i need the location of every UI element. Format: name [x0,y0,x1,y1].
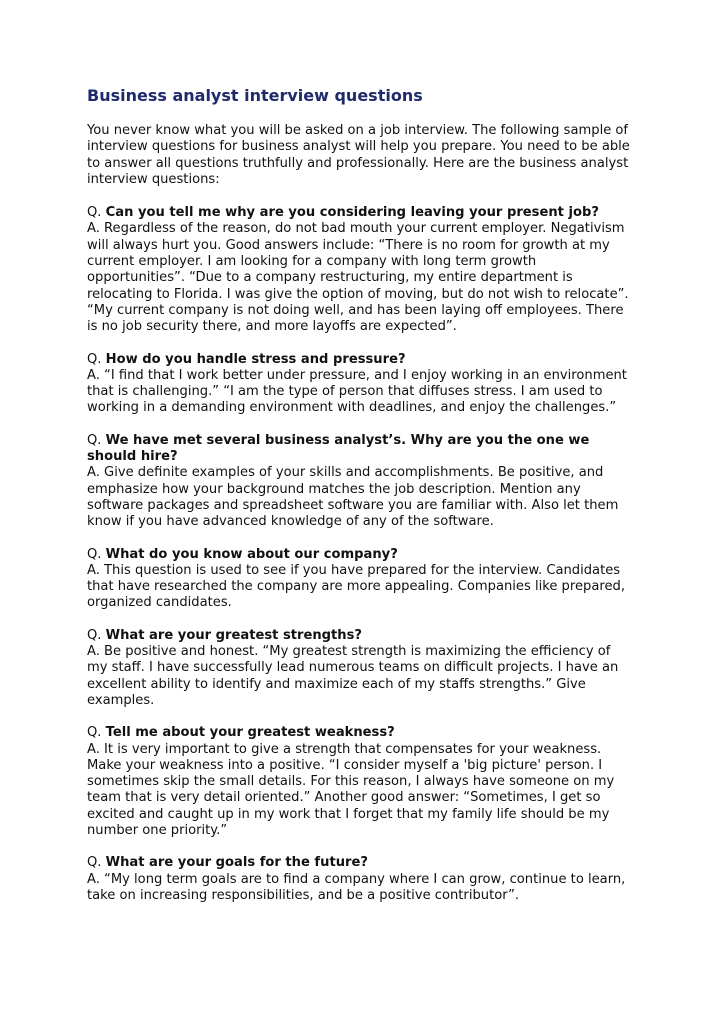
question-line [87,433,635,466]
question-prefix: Q. [87,205,106,221]
question-prefix: Q. [87,546,106,562]
question-prefix: Q. [87,855,106,871]
question-prefix: Q. [87,627,106,643]
question-text: What are your goals for the future? [105,855,368,871]
question-text: Tell me about your greatest weakness? [105,725,395,741]
answer-text: A. This question is used to see if you have prepared for the interview. Candidates that have researched the company are more appealing. Companies like prepared, organized candidates. [87,562,625,611]
answer-text: A. Regardless of the reason, do not bad mouth your current employer. Negativism will always hurt you. Good answers include: “There is no room for growth at my current employer. I am looking for a company with long term growth opportunities”. “Due to a company restructuring, my entire department is relocating to Florida. I was give the option of moving, but do not wish to relocate”. “My current company is not doing well, and has been laying off employees. There is no job security there, and more layoffs are expected”. [87,221,629,335]
question-line [87,628,635,644]
answer-text: A. Give definite examples of your skills and accomplishments. Be positive, and emphasize how your background matches the job description. Mention any software packages and spreadsheet software you are familiar with. Also let them know if you have advanced knowledge of any of the software. [87,465,619,530]
question-prefix: Q. [87,432,106,448]
answer-text: A. “I find that I work better under pressure, and I enjoy working in an environment that is challenging.” “I am the type of person that diffuses stress. I am used to working in a demanding environment with deadlines, and enjoy the challenges.” [87,367,627,416]
question-line [87,725,635,741]
question-text: We have met several business analyst’s. Why are you the one we should hire? [87,432,590,465]
question-line [87,205,635,221]
intro-paragraph: You never know what you will be asked on a job interview. The following sample of interview questions for business analyst will help you prepare. You need to be able to answer all questions truthfully and professionally. Here are the business analyst interview questions: [87,123,630,187]
question-text: What are your greatest strengths? [105,627,363,643]
answer-text: A. Be positive and honest. “My greatest strength is maximizing the efficiency of my staff. I have successfully lead numerous teams on difficult projects. I have an excellent ability to identify and maximize each of my staffs strengths.” Give examples. [87,644,619,708]
qa-block [87,547,635,612]
qa-block [87,725,635,839]
question-prefix: Q. [87,725,106,741]
question-line [87,352,635,368]
question-line [87,547,635,563]
qa-block [87,352,635,417]
qa-block [87,433,635,531]
question-text: How do you handle stress and pressure? [105,351,406,367]
answer-text: A. It is very important to give a strength that compensates for your weakness. Make your weakness into a positive. “I consider myself a 'big picture' person. I sometimes skip the small details. For this reason, I always have someone on my team that is very detail oriented.” Another good answer: “Sometimes, I get so excited and caught up in my work that I forget that my family life should be my number one priority.” [87,741,615,838]
page-title: Business analyst interview questions [87,86,423,105]
qa-block [87,855,635,904]
document-body [87,86,635,920]
qa-block [87,628,635,709]
question-prefix: Q. [87,351,106,367]
question-line [87,855,635,871]
qa-block [87,205,635,335]
question-text: Can you tell me why are you considering leaving your present job? [105,205,599,221]
answer-text: A. “My long term goals are to find a company where I can grow, continue to learn, take on increasing responsibilities, and be a positive contributor”. [87,871,626,903]
question-text: What do you know about our company? [105,546,398,562]
